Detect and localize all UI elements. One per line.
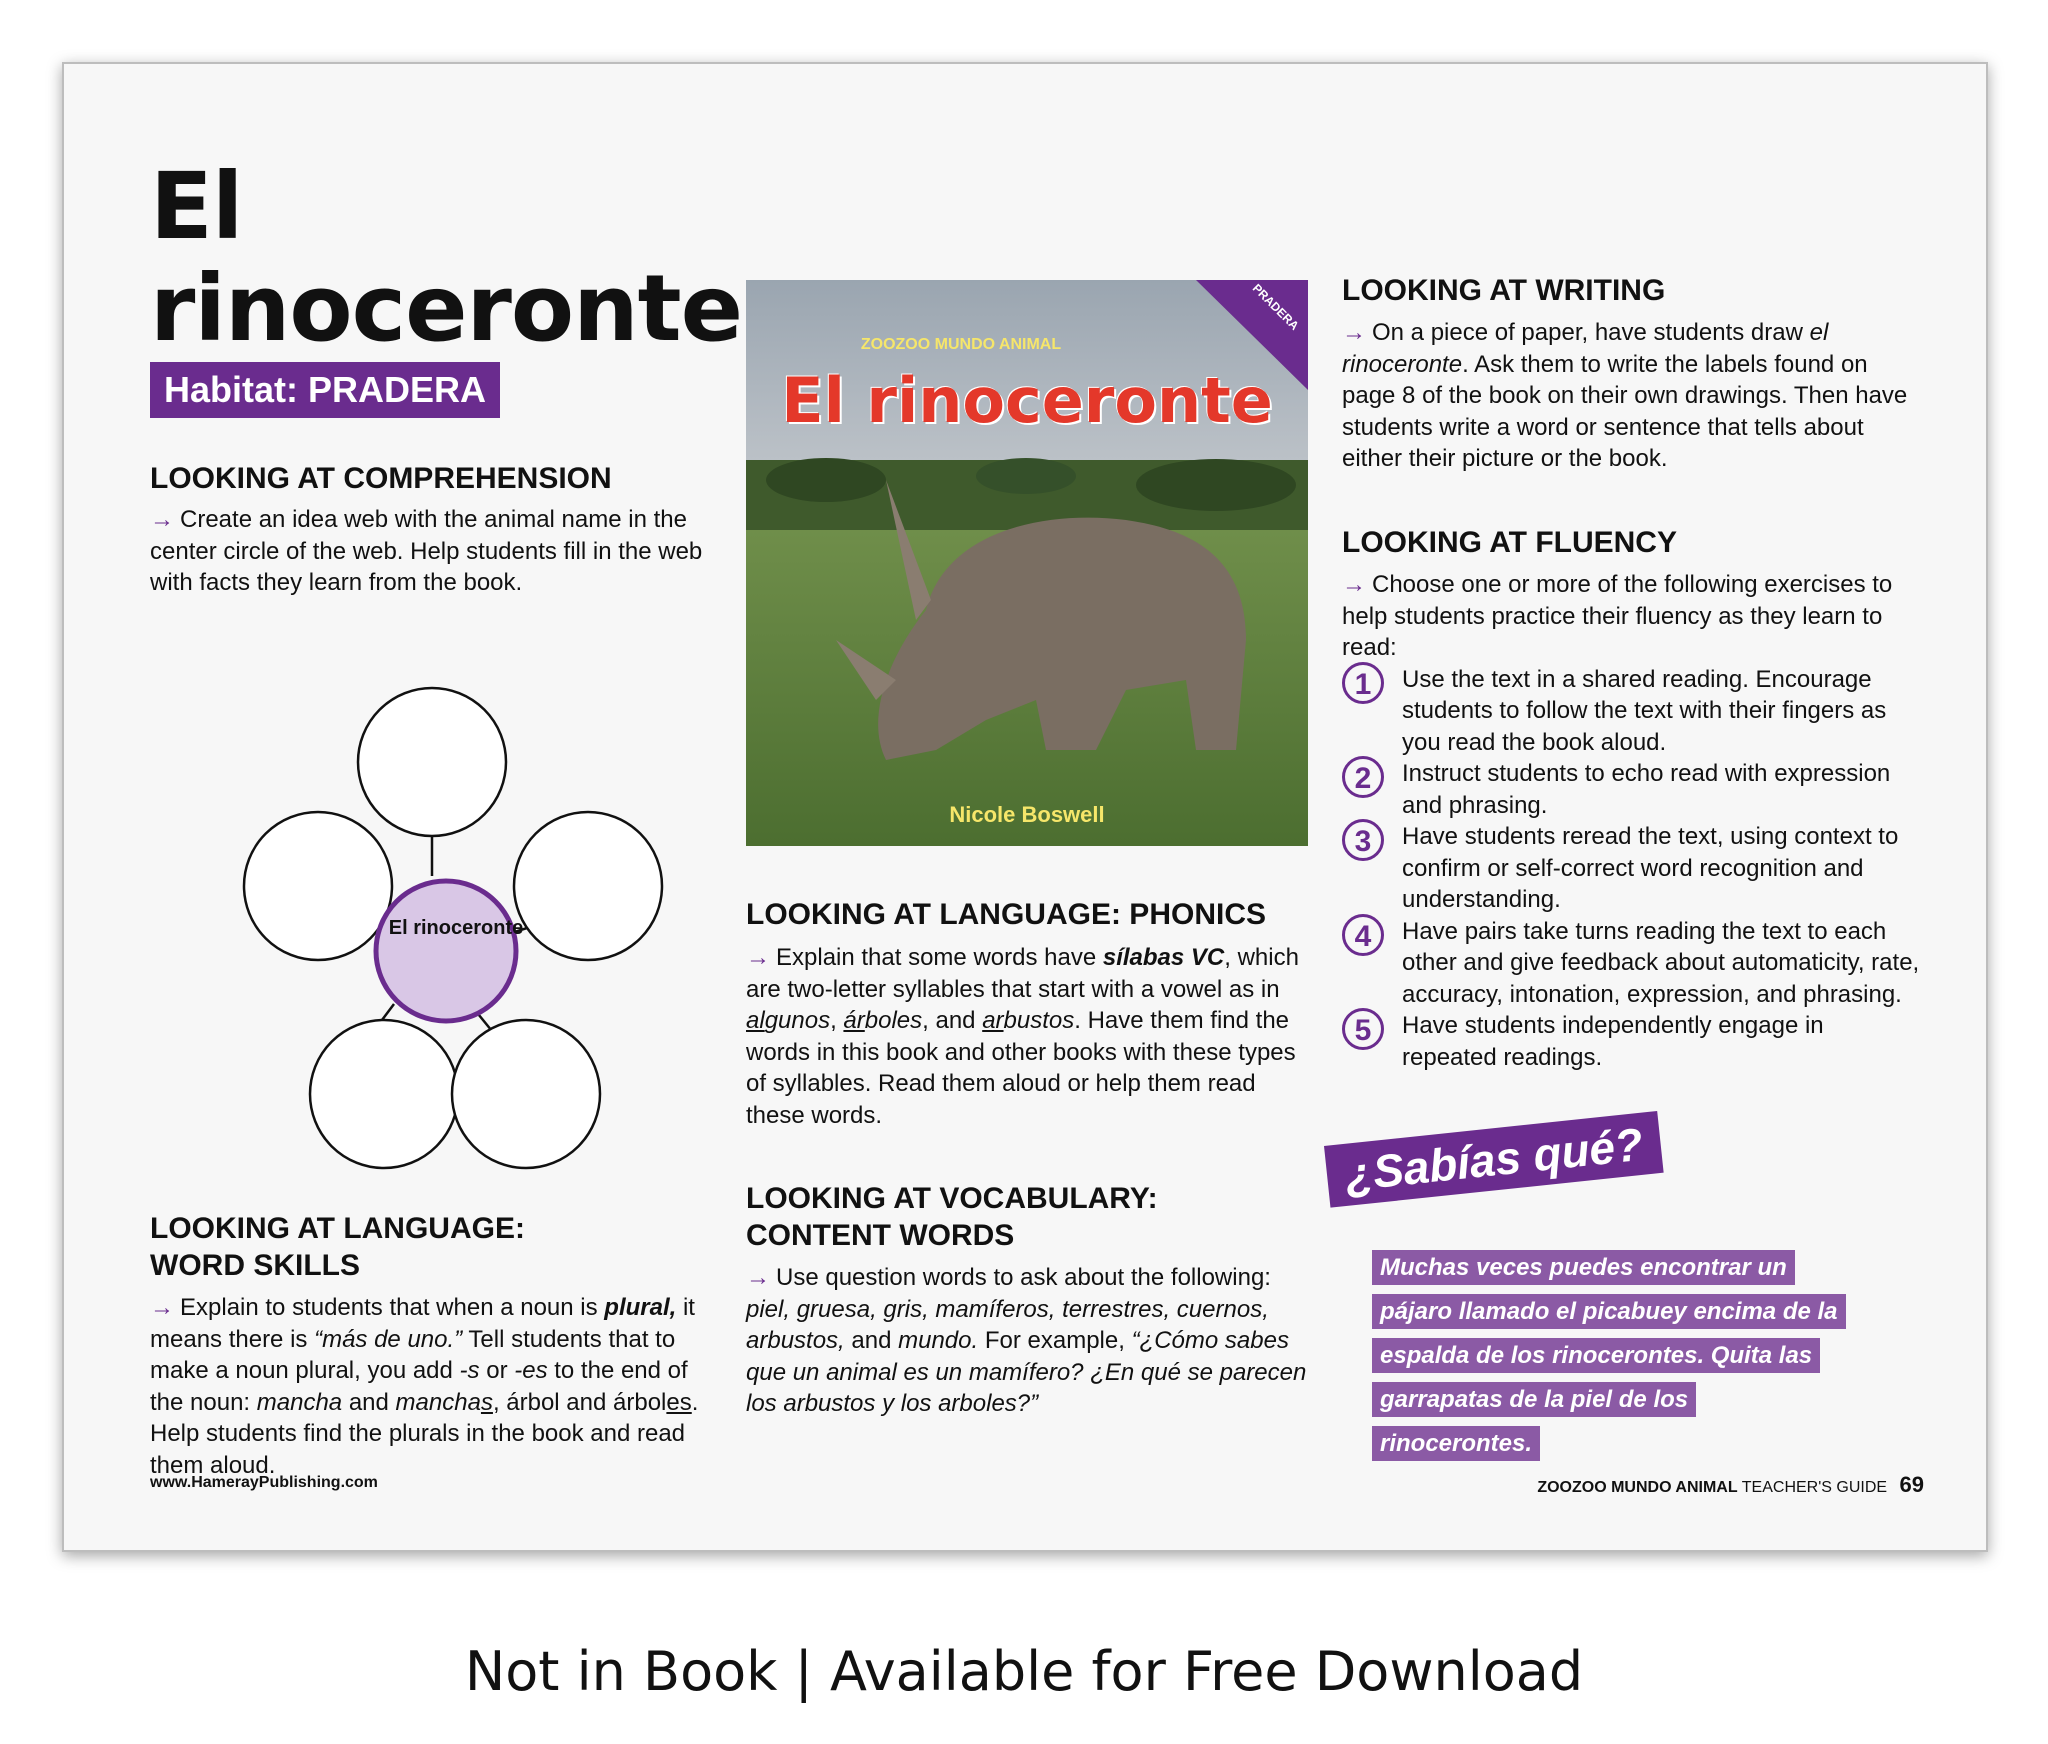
fluency-item: 1 Use the text in a shared reading. Encourage students to follow the text with their fingers as you read the book aloud. — [1342, 664, 1922, 759]
number-circle-icon: 1 — [1342, 662, 1384, 704]
comprehension-heading: LOOKING AT COMPREHENSION — [150, 462, 612, 495]
web-outer-circle — [244, 812, 392, 960]
number-circle-icon: 3 — [1342, 819, 1384, 861]
vocabulary-heading: LOOKING AT VOCABULARY: CONTENT WORDS — [746, 1182, 1158, 1252]
fun-fact-box — [1372, 1246, 1842, 1466]
footer-guide-label: ZOOZOO MUNDO ANIMAL TEACHER'S GUIDE 69 — [1537, 1472, 1924, 1497]
fluency-section — [1342, 524, 1922, 1073]
arrow-icon: → — [1342, 319, 1366, 346]
fluency-item: 4 Have pairs take turns reading the text to each other and give feedback about automaticity, rate, accuracy, intonation, expression, and phrasing. — [1342, 916, 1922, 1011]
fluency-list — [1342, 664, 1922, 1074]
number-circle-icon: 4 — [1342, 914, 1384, 956]
web-outer-circle — [310, 1020, 458, 1168]
number-circle-icon: 5 — [1342, 1008, 1384, 1050]
word-skills-section — [150, 1210, 710, 1481]
fluency-item: 5 Have students independently engage in repeated readings. — [1342, 1010, 1922, 1073]
fluency-intro: → Choose one or more of the following exercises to help students practice their fluency as they learn to read: — [1342, 571, 1893, 661]
comprehension-section — [150, 460, 710, 599]
idea-web-diagram — [174, 616, 674, 1176]
book-title: El rinoceronte — [781, 364, 1273, 437]
comprehension-text: Create an idea web with the animal name in the center circle of the web. Help students fill in the web with facts they learn from the book. — [150, 506, 703, 596]
writing-heading: LOOKING AT WRITING — [1342, 274, 1666, 307]
writing-text: → On a piece of paper, have students draw el rinoceronte. Ask them to write the labels found on page 8 of the book on their own drawings. Then have students write a word or sentence that tells about either their picture or the book. — [1342, 319, 1908, 472]
book-corner-label: PRADERA — [1249, 281, 1302, 333]
vocabulary-section — [746, 1180, 1312, 1420]
web-outer-circle — [514, 812, 662, 960]
fluency-item: 3 Have students reread the text, using context to confirm or self-correct word recognition and understanding. — [1342, 821, 1922, 916]
download-caption: Not in Book | Available for Free Download — [464, 1640, 1584, 1703]
arrow-icon: → — [746, 1264, 770, 1291]
guide-page — [62, 62, 1988, 1552]
web-center-circle — [376, 881, 516, 1021]
arrow-icon: → — [1342, 571, 1366, 598]
footer-url: www.HamerayPublishing.com — [150, 1474, 378, 1491]
web-outer-circle — [452, 1020, 600, 1168]
arrow-icon: → — [150, 1294, 174, 1321]
web-center-label: El rinoceronte — [388, 917, 524, 939]
writing-section — [1342, 272, 1922, 475]
phonics-text: → Explain that some words have sílabas VC, which are two-letter syllables that start with a vowel as in algunos, árboles, and arbustos. Have them find the words in this book and other books with these types of syllables. Read them aloud or help them read these words. — [746, 944, 1299, 1129]
page-number: 69 — [1899, 1472, 1924, 1497]
arrow-icon: → — [150, 506, 174, 533]
book-cover-image — [746, 280, 1308, 846]
vocabulary-text: → Use question words to ask about the following: piel, gruesa, gris, mamíferos, terrestres, cuernos, arbustos, and mundo. For example, “¿Cómo sabes que un animal es un mamífero? ¿En qué se parecen los arbustos y los arboles?” — [746, 1264, 1307, 1417]
habitat-badge: Habitat: PRADERA — [150, 362, 500, 418]
book-series-logo: ZOOZOO MUNDO ANIMAL — [860, 336, 1062, 353]
number-circle-icon: 2 — [1342, 756, 1384, 798]
word-skills-heading: LOOKING AT LANGUAGE: WORD SKILLS — [150, 1212, 525, 1282]
arrow-icon: → — [746, 944, 770, 971]
fluency-item: 2 Instruct students to echo read with expression and phrasing. — [1342, 758, 1922, 821]
fluency-heading: LOOKING AT FLUENCY — [1342, 526, 1677, 559]
sabias-que-banner: ¿Sabías qué? — [1324, 1111, 1664, 1208]
book-author: Nicole Boswell — [949, 802, 1105, 827]
fun-fact-text: Muchas veces puedes encontrar un pájaro llamado el picabuey encima de la espalda de los rinocerontes. Quita las garrapatas de la piel de los rinocerontes. — [1372, 1250, 1846, 1461]
web-outer-circle — [358, 688, 506, 836]
page-title: El rinoceronte — [150, 153, 742, 362]
phonics-section — [746, 896, 1312, 1131]
phonics-heading: LOOKING AT LANGUAGE: PHONICS — [746, 898, 1266, 931]
word-skills-text: → Explain to students that when a noun is plural, it means there is “más de uno.” Tell students that to make a noun plural, you add -s or -es to the end of the noun: mancha and manchas, árbol and árboles. Help students find the plurals in the book and read them aloud. — [150, 1294, 699, 1479]
